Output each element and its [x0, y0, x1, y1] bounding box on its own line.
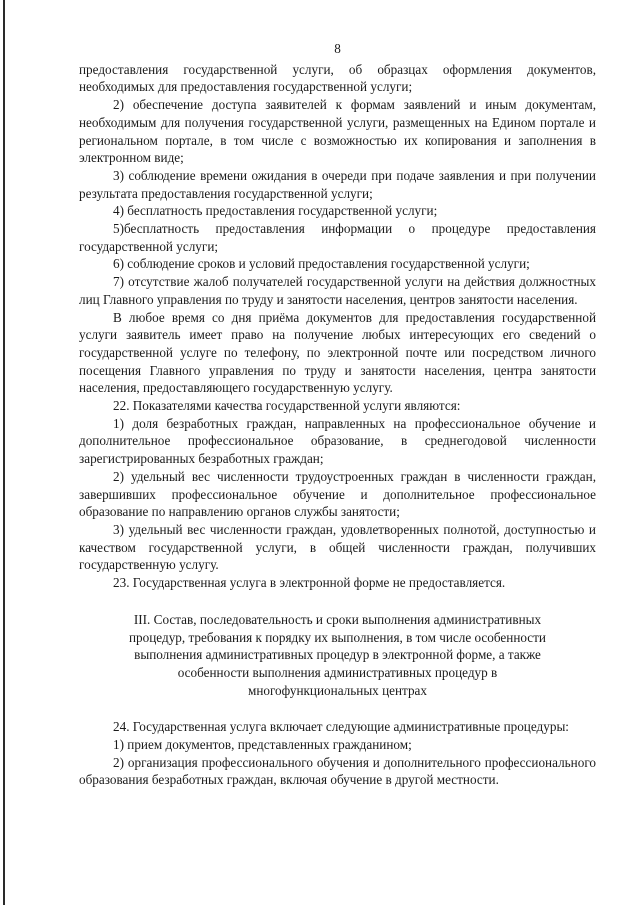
section-heading-line: III. Состав, последовательность и сроки выполнения административных: [133, 611, 542, 627]
section-heading-line: процедур, требования к порядку их выполнения, в том числе особенности: [129, 629, 546, 645]
paragraph-22-item-3: 3) удельный вес численности граждан, удовлетворенных полнотой, доступностью и качеством государственной услуги, в общей численности граждан, получивших государственную услугу.: [79, 521, 596, 573]
paragraph-item-4: 4) бесплатность предоставления государственной услуги;: [113, 203, 438, 219]
paragraph-item-6: 6) соблюдение сроков и условий предоставления государственной услуги;: [113, 256, 530, 272]
paragraph-22-intro: 22. Показателями качества государственной услуги являются:: [113, 398, 461, 414]
paragraph-item-2: 2) обеспечение доступа заявителей к формам заявлений и иным документам, необходимым для получения государственной услуги, размещенных на Едином портале и региональном портале, в том числе с возможностью их копирования и заполнения в электронном виде;: [79, 97, 596, 166]
document-page: [79, 40, 596, 789]
page-number: 8: [334, 41, 341, 56]
paragraph-23: 23. Государственная услуга в электронной форме не предоставляется.: [113, 575, 506, 591]
section-heading-line: выполнения административных процедур в электронной форме, а также: [134, 647, 541, 663]
paragraph-22-item-2: 2) удельный вес численности трудоустроенных граждан в численности граждан, завершивших профессиональное обучение и дополнительное профессиональное образование по направлению органов службы занятости;: [79, 468, 596, 520]
scan-edge-line: [3, 0, 5, 905]
paragraph-inquiry-rights: В любое время со дня приёма документов для предоставления государственной услуги заявитель имеет право на получение любых интересующих его сведений о государственной услуге по телефону, по электронной почте или посредством личного посещения Главного управления по труду и занятости населения, центра занятости населения, предоставляющего государственную услугу.: [79, 309, 596, 396]
paragraph-24-item-2: 2) организация профессионального обучения и дополнительного профессионального образования безработных граждан, включая обучение в другой местности.: [79, 754, 596, 788]
section-heading-line: особенности выполнения административных процедур в: [177, 664, 498, 680]
paragraph-22-item-1: 1) доля безработных граждан, направленных на профессиональное обучение и дополнительное профессиональное образование, в среднегодовой численности зарегистрированных безработных граждан;: [79, 415, 596, 467]
paragraph-item-7: 7) отсутствие жалоб получателей государственной услуги на действия должностных лиц Главного управления по труду и занятости населения, центров занятости населения.: [79, 274, 596, 307]
paragraph-continuation: предоставления государственной услуги, об образцах оформления документов, необходимых для предоставления государственной услуги;: [79, 61, 596, 95]
section-heading-line: многофункциональных центрах: [247, 682, 428, 698]
paragraph-24-item-1: 1) прием документов, представленных гражданином;: [113, 737, 412, 753]
paragraph-item-5: 5)бесплатность предоставления информации о процедуре предоставления государственной услуги;: [79, 221, 596, 254]
paragraph-24-intro: 24. Государственная услуга включает следующие административные процедуры:: [113, 719, 569, 735]
paragraph-item-3: 3) соблюдение времени ожидания в очереди при подаче заявления и при получении результата предоставления государственной услуги;: [79, 167, 596, 201]
section-heading: [91, 611, 584, 700]
